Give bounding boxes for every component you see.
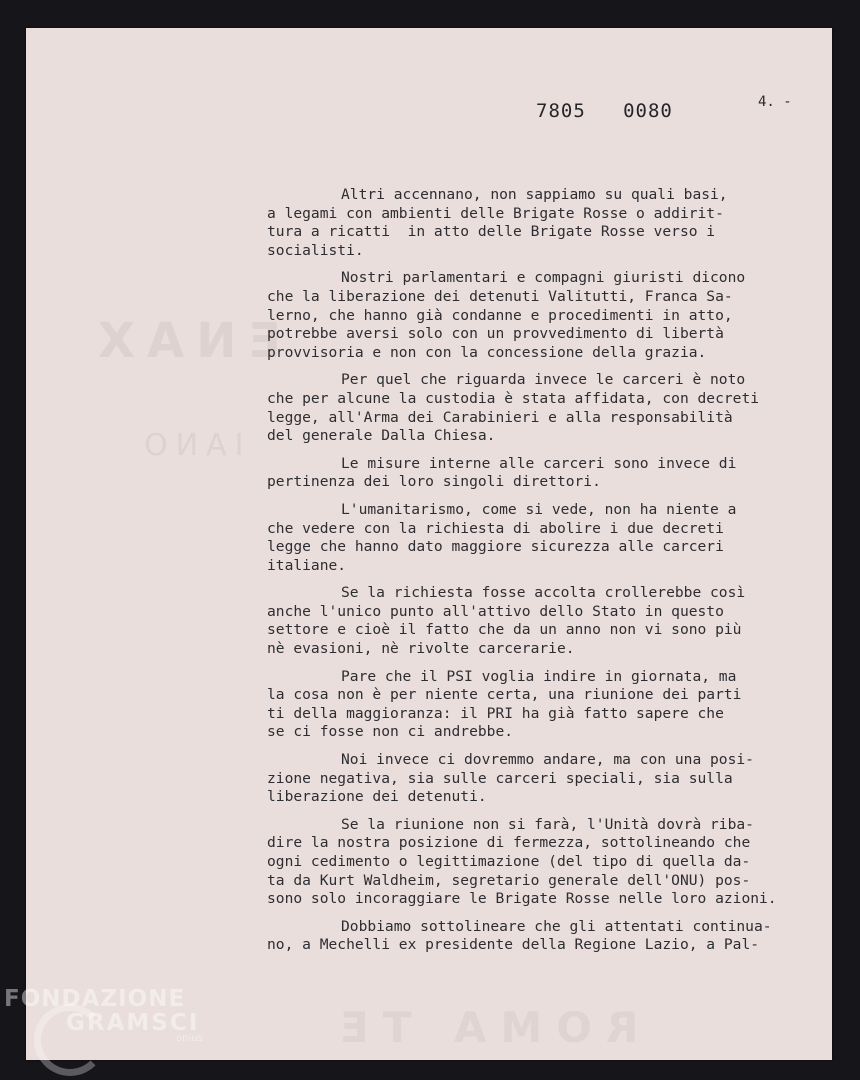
text-line: che vedere con la richiesta di abolire i due decreti bbox=[267, 519, 724, 537]
paragraph bbox=[267, 668, 842, 742]
document-page bbox=[26, 28, 832, 1060]
text-line: anche l'unico punto all'attivo dello Stato in questo bbox=[267, 602, 724, 620]
text-line: ogni cedimento o legittimazione (del tipo di quella da- bbox=[267, 853, 751, 870]
text-line: che per alcune la custodia è stata affidata, con decreti bbox=[267, 389, 760, 407]
logo-ring-icon bbox=[34, 1004, 106, 1076]
paragraph bbox=[267, 751, 842, 807]
paragraph bbox=[267, 269, 842, 362]
watermark-stamp-small: IANO bbox=[136, 428, 244, 463]
text-line: Per quel che riguarda invece le carceri è noto bbox=[341, 371, 746, 389]
text-line: Pare che il PSI voglia indire in giornata, ma bbox=[341, 667, 737, 685]
text-line: se ci fosse non ci andrebbe. bbox=[267, 723, 514, 741]
text-line: la cosa non è per niente certa, una riunione dei parti bbox=[267, 686, 742, 704]
text-line: Le misure interne alle carceri sono invece di bbox=[341, 454, 737, 472]
document-body bbox=[267, 186, 842, 964]
text-line: del generale Dalla Chiesa. bbox=[267, 427, 496, 445]
paragraph bbox=[267, 816, 842, 909]
text-line: zione negativa, sia sulle carceri speciali, sia sulla bbox=[267, 769, 733, 787]
text-line: Se la riunione non si farà, l'Unità dovrà riba- bbox=[341, 815, 754, 833]
paragraph bbox=[267, 501, 842, 575]
text-line: sono solo incoraggiare le Brigate Rosse nelle loro azioni. bbox=[267, 890, 777, 908]
text-line: dire la nostra posizione di fermezza, sottolineando che bbox=[267, 834, 751, 852]
text-line: ta da Kurt Waldheim, segretario generale dell'ONU) pos- bbox=[267, 871, 751, 889]
text-line: liberazione dei detenuti. bbox=[267, 788, 487, 806]
text-line: lerno, che hanno già condanne e procedimenti in atto, bbox=[267, 306, 733, 324]
text-line: ti della maggioranza: il PRI ha già fatto sapere che bbox=[267, 704, 724, 722]
text-line: Altri accennano, non sappiamo su quali basi, bbox=[341, 186, 728, 203]
watermark-stamp: ENAX bbox=[86, 313, 282, 369]
fondazione-gramsci-logo bbox=[4, 986, 203, 1044]
text-line: L'umanitarismo, come si vede, non ha niente a bbox=[341, 500, 737, 518]
text-line: Dobbiamo sottolineare che gli attentati continua- bbox=[341, 917, 772, 935]
text-line: no, a Mechelli ex presidente della Regione Lazio, a Pal- bbox=[267, 936, 760, 954]
text-line: legge, all'Arma dei Carabinieri e alla responsabilità bbox=[267, 408, 733, 426]
text-line: tura a ricatti in atto delle Brigate Rosse verso i bbox=[267, 223, 716, 241]
text-line: potrebbe aversi solo con un provvedimento di libertà bbox=[267, 325, 724, 343]
paragraph bbox=[267, 371, 842, 445]
text-line: Se la richiesta fosse accolta crollerebbe così bbox=[341, 584, 746, 602]
text-line: settore e cioè il fatto che da un anno non vi sono più bbox=[267, 621, 742, 639]
paragraph bbox=[267, 186, 842, 260]
page-number: 4. - bbox=[758, 94, 792, 110]
logo-text-gramsci: GRAMSCI bbox=[66, 1010, 200, 1036]
text-line: provvisoria e non con la concessione della grazia. bbox=[267, 343, 707, 361]
watermark-stamp-bottom: ROMA TE bbox=[326, 1003, 639, 1052]
text-line: Noi invece ci dovremmo andare, ma con una posi- bbox=[341, 751, 754, 769]
text-line: Nostri parlamentari e compagni giuristi dicono bbox=[341, 269, 746, 287]
logo-text-fondazione: FONDAZIONE bbox=[4, 986, 186, 1012]
text-line: che la liberazione dei detenuti Valitutti, Franca Sa- bbox=[267, 287, 733, 305]
paragraph bbox=[267, 584, 842, 658]
paragraph bbox=[267, 918, 842, 955]
text-line: nè evasioni, nè rivolte carcerarie. bbox=[267, 640, 575, 658]
text-line: a legami con ambienti delle Brigate Rosse o addirit- bbox=[267, 204, 724, 222]
archive-serial-number: 7805 0080 bbox=[536, 100, 673, 122]
text-line: italiane. bbox=[267, 556, 347, 574]
text-line: pertinenza dei loro singoli direttori. bbox=[267, 473, 601, 491]
logo-text-onlus: onlus bbox=[176, 1033, 203, 1044]
paragraph bbox=[267, 455, 842, 492]
text-line: socialisti. bbox=[267, 241, 364, 259]
text-line: legge che hanno dato maggiore sicurezza alle carceri bbox=[267, 538, 724, 556]
